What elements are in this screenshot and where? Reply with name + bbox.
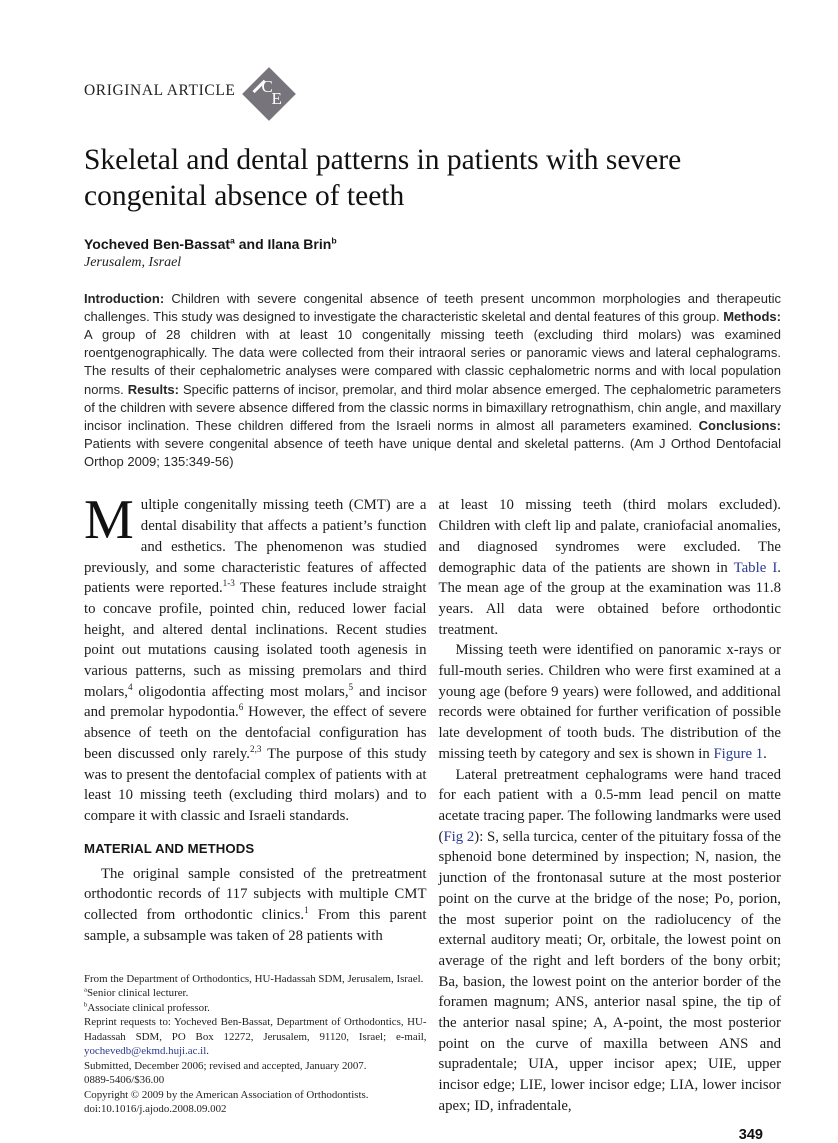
text-run: oligodontia affecting most molars, — [132, 683, 349, 700]
text-run: ultiple congenitally missing teeth (CMT) are a dental disability that affects a patient’s function and esthetics. The phenomenon was studied previously, and some characteristic features of affected patients were reported. — [84, 497, 427, 597]
abstract-paragraph — [84, 290, 781, 472]
affiliation-line: Jerusalem, Israel — [84, 254, 182, 270]
footnote-line — [84, 1001, 427, 1016]
text-run: A group of 28 children with at least 10 congenitally missing teeth (excluding third molars) was examined roentgenographically. The data were collected from their intraoral series or panoramic views and lateral cephalograms. The results of their cephalometric analyses were compared with classic cephalometric norms and with local population norms. — [84, 326, 781, 397]
text-run: Children with severe congenital absence of teeth present uncommon morphologies and therapeutic challenges. This study was designed to investigate the characteristic skeletal and dental features of this group. — [84, 290, 781, 324]
text-run: The original sample consisted of the pretreatment orthodontic records of 117 subjects with multiple CMT collected from orthodontic clinics. — [84, 865, 427, 924]
intro-paragraph-text — [84, 489, 427, 824]
text-run: Copyright © 2009 by the American Association of Orthodontists. — [84, 1088, 369, 1101]
footnote-line — [84, 1015, 427, 1059]
text-run: 0889-5406/$36.00 — [84, 1074, 165, 1087]
text-run: . The mean age of the group at the examination was 11.8 years. All data were obtained before orthodontic treatment. — [438, 559, 781, 638]
text-run: . — [206, 1045, 209, 1058]
author-line — [84, 236, 781, 252]
text-run: The purpose of this study was to present the dentofacial complex of patients with at least 10 missing teeth (excluding third molars) and to compare it with classic and Israeli standards. — [84, 745, 427, 824]
inline-link[interactable]: Fig 2 — [443, 828, 475, 845]
text-run: and incisor and premolar hypodontia. — [84, 683, 427, 721]
footnote-block — [84, 972, 427, 1117]
text-run: ): S, sella turcica, center of the pituitary fossa of the sphenoid bone determined by inspection; N, nasion, the junction of the frontonasal suture at the most posterior point on the curve at the bridge of the nose; Po, porion, the most superior point on the radiolucency of the external auditory meati; Or, orbitale, the lowest point on average of the right and left borders of the bony orbit; Ba, basion, the lowest point on the anterior border of the foramen magnum; ANS, anterior nasal spine, the tip of the anterior nasal spine; A, A-point, the most posterior point on the curve of maxilla between ANS and supradentale; UIA, upper incisor apex; UIE, upper incisor edge; LIE, lower incisor edge; LIA, lower incisor apex; ID, infradentale, — [438, 828, 781, 1114]
page-number: 349 — [738, 1126, 763, 1143]
continuing-education-icon — [239, 64, 299, 124]
reference-superscript: 1 — [304, 905, 309, 916]
reference-superscript: a — [84, 986, 87, 994]
text-run: Senior clinical lecturer. — [87, 987, 189, 1000]
left-column — [84, 489, 427, 1116]
inline-link[interactable]: yochevedb@ekmd.huji.ac.il — [84, 1045, 207, 1058]
ce-letter-c: C — [261, 77, 273, 96]
text-run: and Ilana Brin — [234, 235, 332, 252]
footnote-line — [84, 1059, 427, 1074]
text-run: These features include straight to concave profile, pointed chin, reduced lower facial height, and altered dental inclinations. Recent studies point out mutations causing isolated tooth agenesis in various patterns, such as missing premolars and third molars, — [84, 580, 427, 700]
text-run: . — [763, 745, 767, 762]
bold-run: Methods: — [723, 308, 781, 324]
body-paragraph-3 — [439, 765, 782, 1117]
right-column — [439, 495, 782, 1116]
reference-superscript: b — [84, 1000, 88, 1008]
text-run: Reprint requests to: Yocheved Ben-Bassat, Department of Orthodontics, HU-Hadassah SDM, PO Box 12272, Jerusalem, 91120, Israel; e-mail, — [84, 1016, 427, 1043]
reference-superscript: b — [331, 234, 337, 245]
body-columns — [84, 489, 781, 1116]
footnote-line — [84, 972, 427, 987]
text-run: Lateral pretreatment cephalograms were hand traced for each patient with a 0.5-mm lead pencil on matte acetate tracing paper. The following landmarks were used ( — [438, 766, 781, 845]
inline-link[interactable]: Table I — [733, 559, 778, 576]
text-run: at least 10 missing teeth (third molars excluded). Children with cleft lip and palate, craniofacial anomalies, and diagnosed syndromes were excluded. The demographic data of the patients are shown in — [438, 497, 781, 576]
text-run: Patients with severe congenital absence of teeth have unique dental and skeletal patterns. (Am J Orthod Dentofacial Orthop 2009; 135:349-56) — [84, 436, 781, 470]
section-heading-material-methods: MATERIAL AND METHODS — [84, 840, 255, 856]
reference-superscript: 1-3 — [222, 578, 235, 589]
article-header — [84, 64, 781, 124]
reference-superscript: 6 — [238, 702, 244, 713]
text-run: Yocheved Ben-Bassat — [84, 235, 231, 252]
text-run: From this parent sample, a subsample was taken of 28 patients with — [84, 907, 427, 944]
ce-letter-e: E — [271, 89, 282, 108]
reference-superscript: 4 — [127, 681, 133, 692]
footnote-line — [84, 1102, 427, 1117]
text-run: Specific patterns of incisor, premolar, and third molar absence emerged. The cephalometric parameters of the children with severe absence differed from the classic norms in bimaxillary retrognathism, chin angle, and maxillary incisor inclination. These children differed from the Israeli norms in almost all parameters examined. — [84, 381, 781, 433]
text-run: Associate clinical professor. — [87, 1001, 210, 1014]
methods-paragraph — [84, 864, 427, 947]
footnote-line — [84, 1088, 427, 1103]
text-run: Missing teeth were identified on panoramic x-rays or full-mouth series. Children who were first examined at a young age (before 9 years) were followed, and additional records were obtained for further verification of possible late development of tooth buds. The distribution of the missing teeth by category and sex is shown in — [438, 642, 781, 762]
inline-link[interactable]: Figure 1 — [713, 745, 764, 762]
page-footer — [84, 1127, 781, 1143]
footnote-line — [84, 1073, 427, 1088]
bold-run: Introduction: — [84, 290, 172, 306]
bold-run: Results: — [127, 381, 183, 397]
intro-paragraph — [84, 489, 427, 826]
article-title: Skeletal and dental patterns in patients with severe congenital absence of teeth — [84, 144, 682, 213]
text-run: However, the effect of severe absence of teeth on the dentofacial configuration has been discussed only rarely. — [84, 704, 427, 762]
article-type-label: ORIGINAL ARTICLE — [84, 82, 236, 99]
body-paragraph-1 — [439, 495, 782, 640]
body-paragraph-2 — [439, 640, 782, 764]
text-run: Submitted, December 2006; revised and accepted, January 2007. — [84, 1059, 367, 1072]
footnote-line — [84, 986, 427, 1001]
reference-superscript: 2,3 — [250, 743, 262, 754]
reference-superscript: a — [230, 234, 235, 245]
reference-superscript: 5 — [348, 681, 354, 692]
bold-run: Conclusions: — [698, 417, 781, 433]
drop-cap: M — [84, 489, 134, 552]
text-run: From the Department of Orthodontics, HU-Hadassah SDM, Jerusalem, Israel. — [84, 972, 424, 985]
text-run: doi:10.1016/j.ajodo.2008.09.002 — [84, 1103, 227, 1116]
